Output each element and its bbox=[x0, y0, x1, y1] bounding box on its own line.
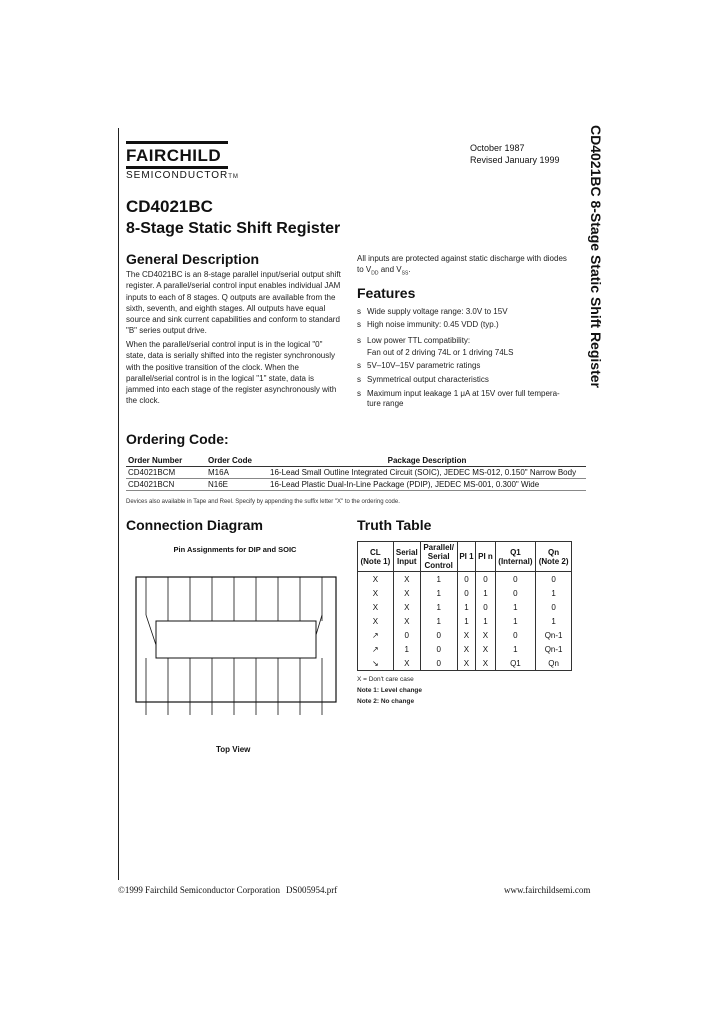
vdd-sub: DD bbox=[371, 270, 379, 277]
package-description-header: Package Description bbox=[268, 455, 586, 467]
truth-cell: Qn-1 bbox=[536, 628, 572, 642]
margin-rule bbox=[118, 128, 119, 880]
package-description: 16-Lead Plastic Dual-In-Line Package (PDIP), JEDEC MS-001, 0.300" Wide bbox=[268, 479, 586, 491]
top-pins bbox=[146, 577, 322, 621]
truth-cell: 1 bbox=[393, 642, 420, 656]
truth-cell: X bbox=[393, 586, 420, 600]
feature-item bbox=[357, 399, 403, 408]
truth-cell: X bbox=[393, 656, 420, 671]
general-para-1: The CD4021BC is an 8-stage parallel input/serial output shift register. A parallel/serial control input enables individual JAM inputs to each of 8 stages. Q outputs are available from the sixth, seventh, and eighth stages. All outputs have equal source and sink current capabilities and conform to standard "B" series output drive. bbox=[126, 270, 341, 336]
protection-to: to V bbox=[357, 265, 372, 275]
feature-text: Low power TTL compatibility: bbox=[367, 336, 471, 345]
connection-diagram bbox=[126, 555, 346, 745]
bullet-icon: s bbox=[357, 320, 361, 329]
truth-table bbox=[357, 541, 572, 671]
truth-cell: Qn bbox=[536, 656, 572, 671]
truth-cell: 0 bbox=[536, 572, 572, 587]
truth-cell: X bbox=[457, 656, 476, 671]
truth-cell: 0 bbox=[495, 572, 536, 587]
page-title: 8-Stage Static Shift Register bbox=[126, 220, 341, 237]
truth-cell: 1 bbox=[495, 614, 536, 628]
bullet-icon: s bbox=[357, 389, 361, 398]
date-original: October 1987 bbox=[470, 143, 525, 153]
truth-header-cell: CL (Note 1) bbox=[358, 542, 394, 572]
truth-cell: 1 bbox=[476, 586, 495, 600]
feature-item bbox=[357, 336, 470, 345]
bullet-icon: s bbox=[357, 307, 361, 316]
truth-header-cell: PI 1 bbox=[457, 542, 476, 572]
truth-cell: X bbox=[358, 572, 394, 587]
feature-text: Symmetrical output characteristics bbox=[367, 375, 489, 384]
footer-url[interactable]: www.fairchildsemi.com bbox=[504, 885, 591, 895]
table-row bbox=[358, 614, 572, 628]
general-heading: General Description bbox=[126, 251, 260, 267]
ordering-table bbox=[126, 455, 586, 491]
truth-cell: X bbox=[358, 586, 394, 600]
truth-cell: X bbox=[476, 628, 495, 642]
protection-note bbox=[357, 253, 577, 280]
truth-header-cell: Qn (Note 2) bbox=[536, 542, 572, 572]
ic-body bbox=[156, 621, 316, 658]
truth-cell: 1 bbox=[457, 600, 476, 614]
logo-wordmark: FAIRCHILD bbox=[126, 146, 222, 165]
truth-cell: 1 bbox=[420, 586, 457, 600]
feature-item bbox=[357, 307, 508, 316]
table-row bbox=[126, 479, 586, 491]
truth-cell: 0 bbox=[495, 628, 536, 642]
feature-item bbox=[357, 361, 480, 370]
table-row bbox=[358, 628, 572, 642]
feature-text: Fan out of 2 driving 74L or 1 driving 74LS bbox=[367, 348, 514, 357]
truth-cell: 0 bbox=[457, 572, 476, 587]
feature-item bbox=[357, 389, 560, 398]
logo-bar-top bbox=[126, 141, 228, 144]
connection-heading: Connection Diagram bbox=[126, 517, 263, 533]
truth-cell: 1 bbox=[536, 614, 572, 628]
truth-cell: X bbox=[457, 628, 476, 642]
truth-cell: 0 bbox=[476, 600, 495, 614]
bottom-pins bbox=[146, 658, 322, 715]
vertical-title: CD4021BC 8-Stage Static Shift Register bbox=[588, 125, 604, 388]
truth-cell: 1 bbox=[495, 642, 536, 656]
feature-text: 5V–10V–15V parametric ratings bbox=[367, 361, 481, 370]
logo-subtitle bbox=[126, 170, 239, 181]
truth-cell: 0 bbox=[495, 586, 536, 600]
truth-cell: ↗ bbox=[358, 628, 394, 642]
logo-tm: TM bbox=[228, 174, 239, 180]
truth-cell: 1 bbox=[420, 600, 457, 614]
logo-bar-bottom bbox=[126, 166, 228, 169]
truth-cell: 0 bbox=[536, 600, 572, 614]
order-number-header: Order Number bbox=[126, 455, 206, 467]
truth-cell: 0 bbox=[420, 628, 457, 642]
truth-cell: 1 bbox=[476, 614, 495, 628]
protection-end: . bbox=[408, 265, 411, 275]
truth-cell: X bbox=[476, 656, 495, 671]
package-description: 16-Lead Small Outline Integrated Circuit (SOIC), JEDEC MS-012, 0.150" Narrow Body bbox=[268, 467, 586, 479]
feature-text: ture range bbox=[367, 399, 404, 408]
order-code: M16A bbox=[206, 467, 268, 479]
vss-sub: SS bbox=[401, 270, 409, 277]
table-row bbox=[358, 600, 572, 614]
package-outline bbox=[136, 577, 336, 702]
truth-cell: 1 bbox=[495, 600, 536, 614]
feature-item bbox=[357, 320, 499, 329]
truth-cell: 1 bbox=[457, 614, 476, 628]
truth-cell: X bbox=[358, 614, 394, 628]
truth-cell: 1 bbox=[420, 614, 457, 628]
truth-cell: 0 bbox=[393, 628, 420, 642]
truth-cell: 0 bbox=[476, 572, 495, 587]
ordering-heading: Ordering Code: bbox=[126, 431, 229, 447]
truth-cell: X bbox=[358, 600, 394, 614]
general-para-2: When the parallel/serial control input is in the logical "0" state, data is serially shifted into the register synchronously with the positive transition of the clock. When the parallel/serial control is in the logical "1" state, data is jammed into each stage of the register asynchronously with the clock. bbox=[126, 340, 337, 406]
part-number: CD4021BC bbox=[126, 197, 213, 216]
truth-header-cell: PI n bbox=[476, 542, 495, 572]
protection-and: and V bbox=[378, 265, 402, 275]
truth-cell: X bbox=[476, 642, 495, 656]
truth-heading: Truth Table bbox=[357, 517, 432, 533]
order-code-header: Order Code bbox=[206, 455, 268, 467]
truth-header-cell: Q1 (Internal) bbox=[495, 542, 536, 572]
order-number: CD4021BCM bbox=[126, 467, 206, 479]
table-row bbox=[358, 586, 572, 600]
date-revised: Revised January 1999 bbox=[470, 155, 560, 165]
truth-note-2: Note 2: No change bbox=[357, 698, 415, 705]
truth-note-x: X = Don't care case bbox=[357, 676, 414, 683]
order-number: CD4021BCN bbox=[126, 479, 206, 491]
table-row bbox=[358, 572, 572, 587]
bullet-icon: s bbox=[357, 336, 361, 345]
feature-text: Wide supply voltage range: 3.0V to 15V bbox=[367, 307, 508, 316]
logo-sub-text: SEMICONDUCTOR bbox=[126, 170, 229, 181]
ordering-header-row bbox=[126, 455, 586, 467]
truth-cell: 0 bbox=[420, 642, 457, 656]
feature-text: Maximum input leakage 1 μA at 15V over full tempera- bbox=[367, 389, 560, 398]
feature-item bbox=[357, 375, 489, 384]
truth-header-cell: Parallel/ Serial Control bbox=[420, 542, 457, 572]
truth-cell: X bbox=[393, 614, 420, 628]
truth-cell: X bbox=[393, 600, 420, 614]
top-view-label: Top View bbox=[216, 745, 251, 754]
ordering-note: Devices also available in Tape and Reel. Specify by appending the suffix letter "X" to the ordering code. bbox=[126, 499, 400, 505]
protection-line1: All inputs are protected against static discharge with diodes bbox=[357, 254, 567, 263]
feature-item bbox=[357, 348, 513, 357]
pin-caption: Pin Assignments for DIP and SOIC bbox=[173, 545, 297, 554]
bullet-icon: s bbox=[357, 375, 361, 384]
footer-doc-id: DS005954.prf bbox=[286, 885, 338, 895]
features-heading: Features bbox=[357, 285, 416, 301]
truth-cell: 0 bbox=[457, 586, 476, 600]
truth-header-row bbox=[358, 542, 572, 572]
truth-cell: X bbox=[457, 642, 476, 656]
footer-copyright: ©1999 Fairchild Semiconductor Corporation bbox=[118, 885, 281, 895]
bullet-icon: s bbox=[357, 361, 361, 370]
truth-cell: 1 bbox=[536, 586, 572, 600]
truth-cell: X bbox=[393, 572, 420, 587]
table-row bbox=[358, 656, 572, 671]
truth-cell: 1 bbox=[420, 572, 457, 587]
truth-cell: ↘ bbox=[358, 656, 394, 671]
table-row bbox=[358, 642, 572, 656]
truth-cell: ↗ bbox=[358, 642, 394, 656]
truth-cell: Qn-1 bbox=[536, 642, 572, 656]
truth-cell: 0 bbox=[420, 656, 457, 671]
truth-header-cell: Serial Input bbox=[393, 542, 420, 572]
feature-text: High noise immunity: 0.45 VDD (typ.) bbox=[367, 320, 499, 329]
truth-note-1: Note 1: Level change bbox=[357, 687, 423, 694]
order-code: N16E bbox=[206, 479, 268, 491]
table-row bbox=[126, 467, 586, 479]
truth-cell: Q1 bbox=[495, 656, 536, 671]
